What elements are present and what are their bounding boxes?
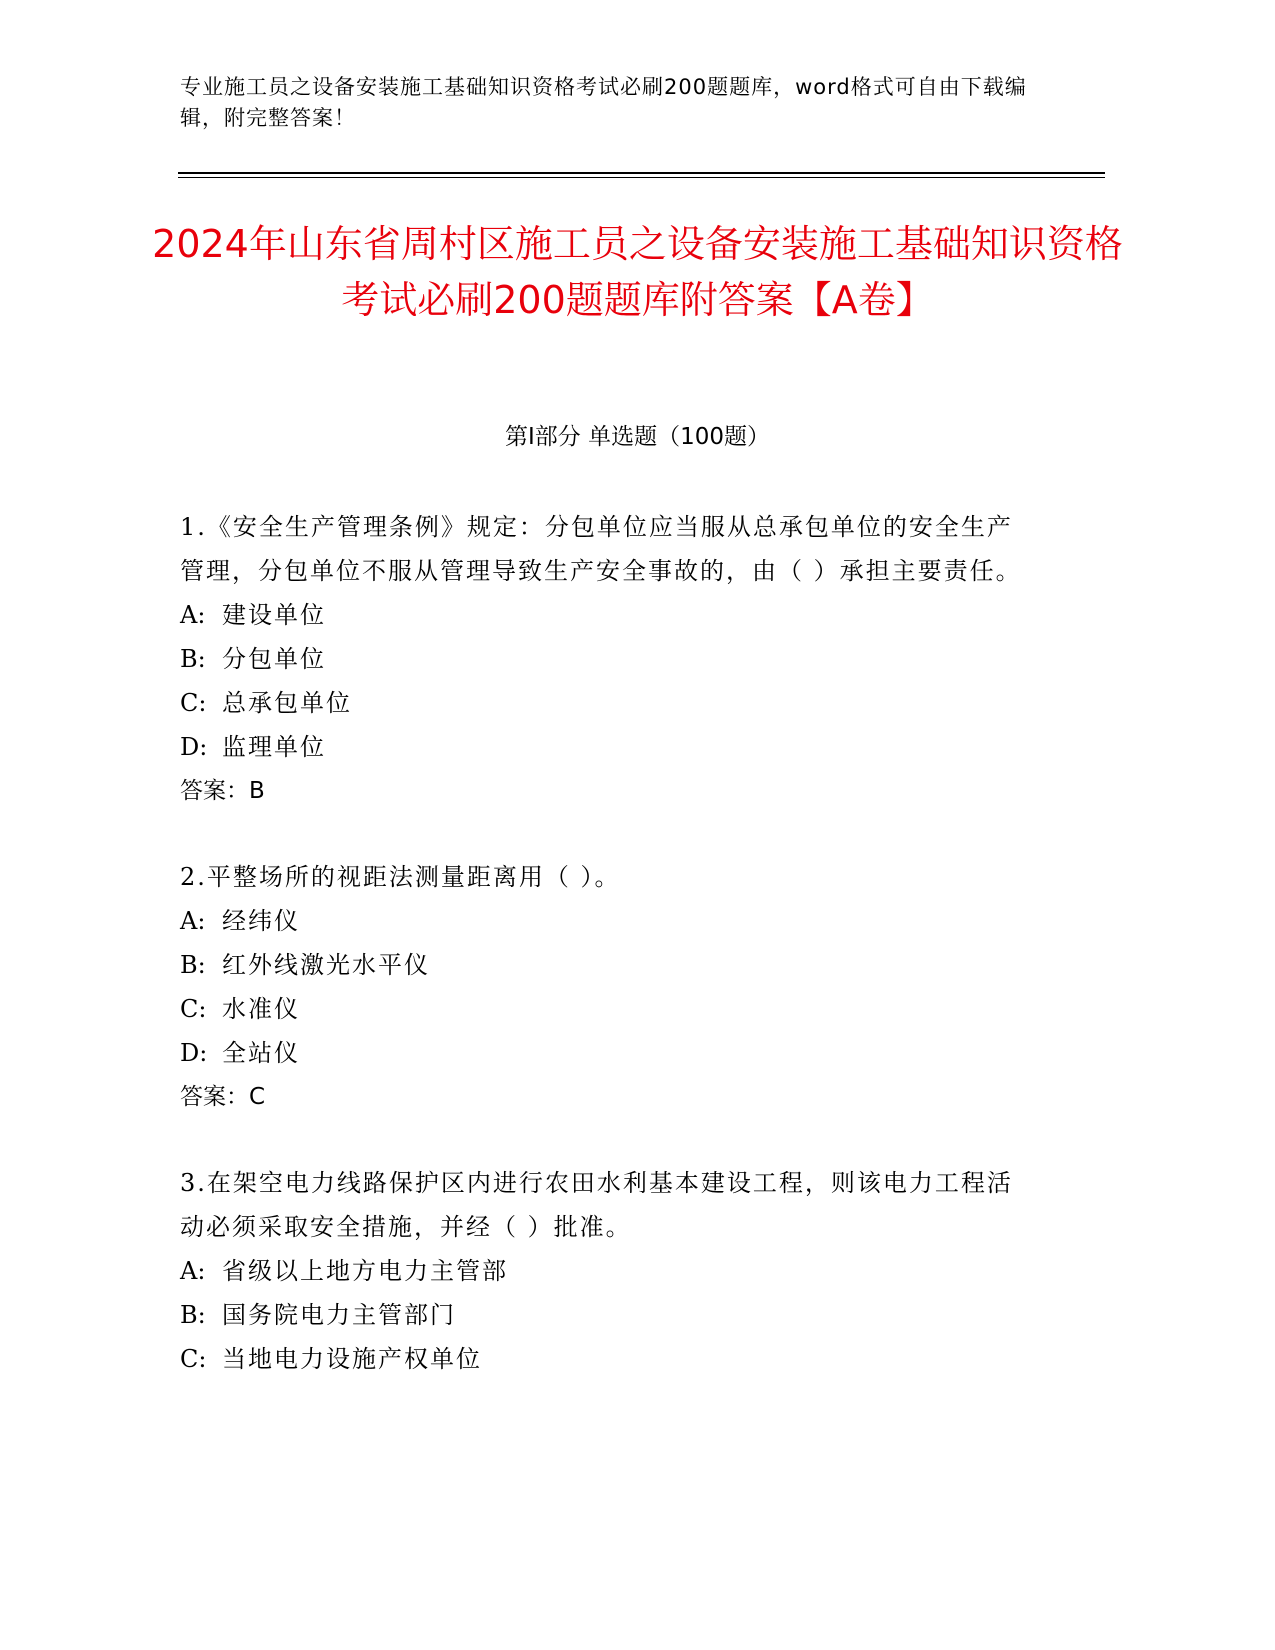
option-d [180,1031,1030,1075]
question-stem: 2.平整场所的视距法测量距离用（ ）。 [180,863,621,891]
question-1 [180,505,1030,813]
option-text: 分包单位 [222,645,326,673]
option-key: C: [180,689,207,717]
option-text: 当地电力设施产权单位 [222,1345,482,1373]
document-title: 2024年山东省周村区施工员之设备安装施工基础知识资格考试必刷200题题库附答案【A卷】 [152,222,1123,322]
option-b [180,637,1030,681]
question-stem: 3.在架空电力线路保护区内进行农田水利基本建设工程，则该电力工程活动必须采取安全措施，并经（ ）批准。 [180,1169,1013,1241]
option-d [180,725,1030,769]
question-2 [180,855,1030,1119]
section-heading: 第Ⅰ部分 单选题（100题） [505,424,770,450]
answer: 答案：B [180,778,265,804]
option-key: B: [180,1301,206,1329]
option-text: 省级以上地方电力主管部 [222,1257,508,1285]
option-text: 总承包单位 [222,689,352,717]
option-key: A: [180,601,206,629]
option-a [180,899,1030,943]
option-text: 水准仪 [222,995,300,1023]
option-a [180,593,1030,637]
option-c [180,987,1030,1031]
option-key: A: [180,1257,206,1285]
option-key: B: [180,645,206,673]
option-text: 建设单位 [222,601,326,629]
header-divider [178,172,1105,174]
option-key: C: [180,995,207,1023]
page-header: 专业施工员之设备安装施工基础知识资格考试必刷200题题库，word格式可自由下载编辑，附完整答案！ [180,75,1027,130]
option-key: B: [180,951,206,979]
option-c [180,681,1030,725]
option-text: 经纬仪 [222,907,300,935]
question-list [180,505,1030,1423]
option-text: 全站仪 [222,1039,300,1067]
option-key: D: [180,1039,208,1067]
answer: 答案：C [180,1084,266,1110]
option-c [180,1337,1030,1381]
header-divider-thin [178,177,1105,178]
option-text: 国务院电力主管部门 [222,1301,456,1329]
option-b [180,1293,1030,1337]
option-a [180,1249,1030,1293]
question-3 [180,1161,1030,1381]
option-b [180,943,1030,987]
option-key: D: [180,733,208,761]
question-stem: 1.《安全生产管理条例》规定：分包单位应当服从总承包单位的安全生产管理，分包单位不服从管理导致生产安全事故的，由（ ）承担主要责任。 [180,513,1022,585]
option-text: 监理单位 [222,733,326,761]
option-key: A: [180,907,206,935]
option-text: 红外线激光水平仪 [222,951,430,979]
option-key: C: [180,1345,207,1373]
